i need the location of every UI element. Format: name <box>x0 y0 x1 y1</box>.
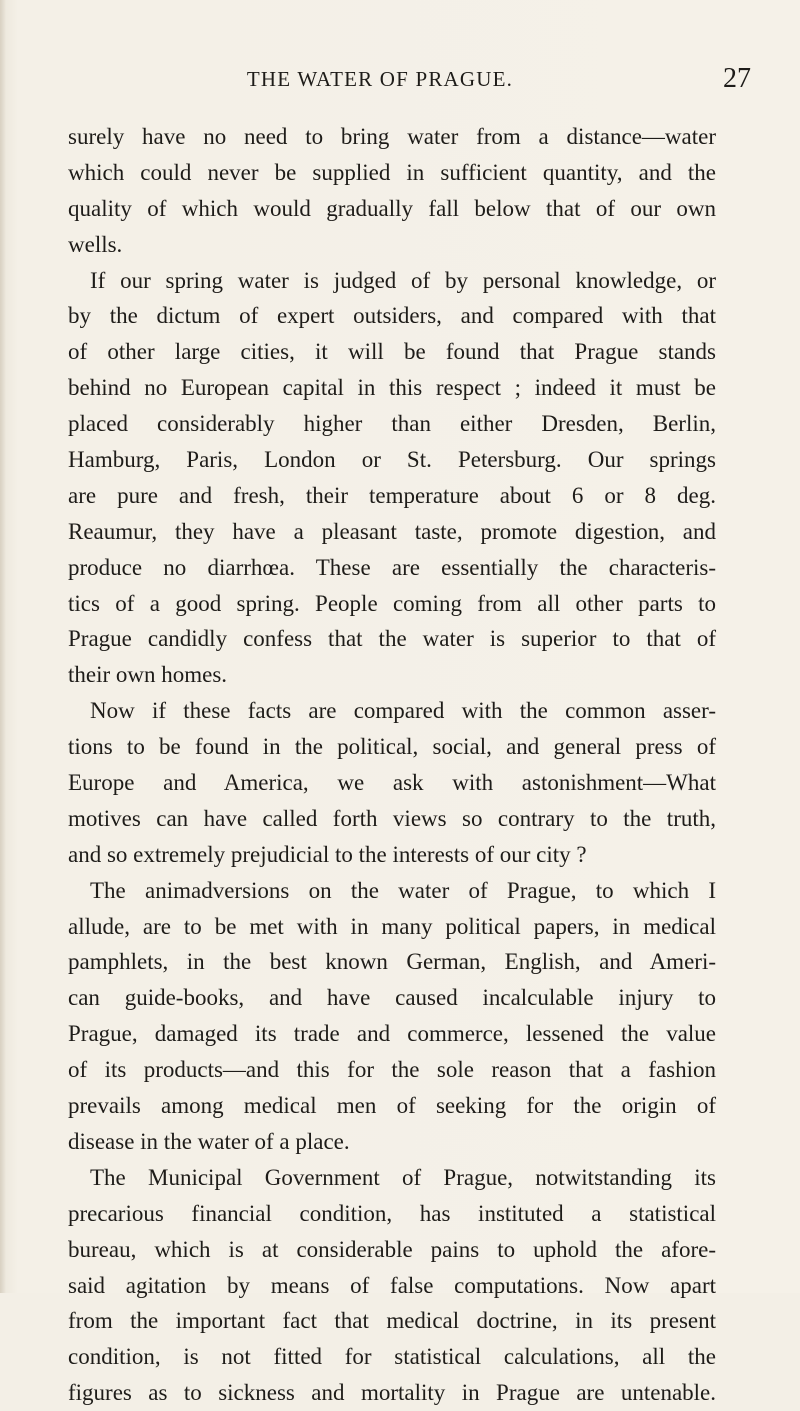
body-text <box>68 119 716 1411</box>
text-line: precarious financial condition, has instituted a statistical <box>68 1200 716 1226</box>
text-line: which could never be supplied in sufficient quantity, and the <box>68 159 716 185</box>
text-line: disease in the water of a place. <box>68 1128 350 1154</box>
text-line: prevails among medical men of seeking for the origin of <box>68 1093 716 1119</box>
text-line: quality of which would gradually fall below that of our own <box>68 195 716 221</box>
text-line: bureau, which is at considerable pains to uphold the afore- <box>68 1236 716 1262</box>
text-line: can guide-books, and have caused incalculable injury to <box>68 985 716 1011</box>
text-line: motives can have called forth views so contrary to the truth, <box>68 805 716 831</box>
page-spine-shadow <box>0 0 6 1293</box>
text-line: wells. <box>68 231 123 257</box>
text-line: produce no diarrhœa. These are essentially the characteris- <box>68 554 716 580</box>
running-head-title: THE WATER OF PRAGUE. <box>246 67 514 91</box>
running-head <box>40 63 751 100</box>
text-line: of other large cities, it will be found that Prague stands <box>68 339 716 365</box>
text-line: Prague, damaged its trade and commerce, lessened the value <box>68 1021 716 1047</box>
text-line: condition, is not fitted for statistical calculations, all the <box>68 1344 716 1370</box>
text-line: Europe and America, we ask with astonishment—What <box>68 770 716 796</box>
page-number: 27 <box>723 63 751 94</box>
text-line: Reaumur, they have a pleasant taste, promote digestion, and <box>68 518 716 544</box>
text-line: are pure and fresh, their temperature about 6 or 8 deg. <box>68 482 716 508</box>
text-line: placed considerably higher than either Dresden, Berlin, <box>68 411 716 437</box>
text-line: If our spring water is judged of by personal knowledge, or <box>90 267 716 293</box>
text-line: pamphlets, in the best known German, English, and Ameri- <box>68 949 716 975</box>
text-line: The Municipal Government of Prague, notwitstanding its <box>90 1164 716 1190</box>
text-line: said agitation by means of false computations. Now apart <box>68 1272 716 1298</box>
text-line: Hamburg, Paris, London or St. Petersburg. Our springs <box>68 447 716 473</box>
text-line: surely have no need to bring water from a distance—water <box>68 124 716 149</box>
text-line: their own homes. <box>68 662 228 688</box>
text-line: of its products—and this for the sole reason that a fashion <box>68 1057 716 1083</box>
text-line: Prague candidly confess that the water is superior to that of <box>68 626 716 652</box>
text-line: tions to be found in the political, social, and general press of <box>68 734 716 760</box>
text-line: from the important fact that medical doctrine, in its present <box>68 1308 716 1334</box>
text-line: allude, are to be met with in many political papers, in medical <box>68 913 716 939</box>
text-line: The animadversions on the water of Prague, to which I <box>90 877 716 903</box>
text-line: tics of a good spring. People coming from all other parts to <box>68 590 716 616</box>
text-line: Now if these facts are compared with the common asser- <box>90 698 716 724</box>
text-line: and so extremely prejudicial to the interests of our city ? <box>68 841 587 867</box>
text-line: behind no European capital in this respect ; indeed it must be <box>68 375 716 401</box>
text-line: by the dictum of expert outsiders, and compared with that <box>68 303 716 329</box>
text-line: figures as to sickness and mortality in Prague are untenable. <box>68 1380 716 1406</box>
